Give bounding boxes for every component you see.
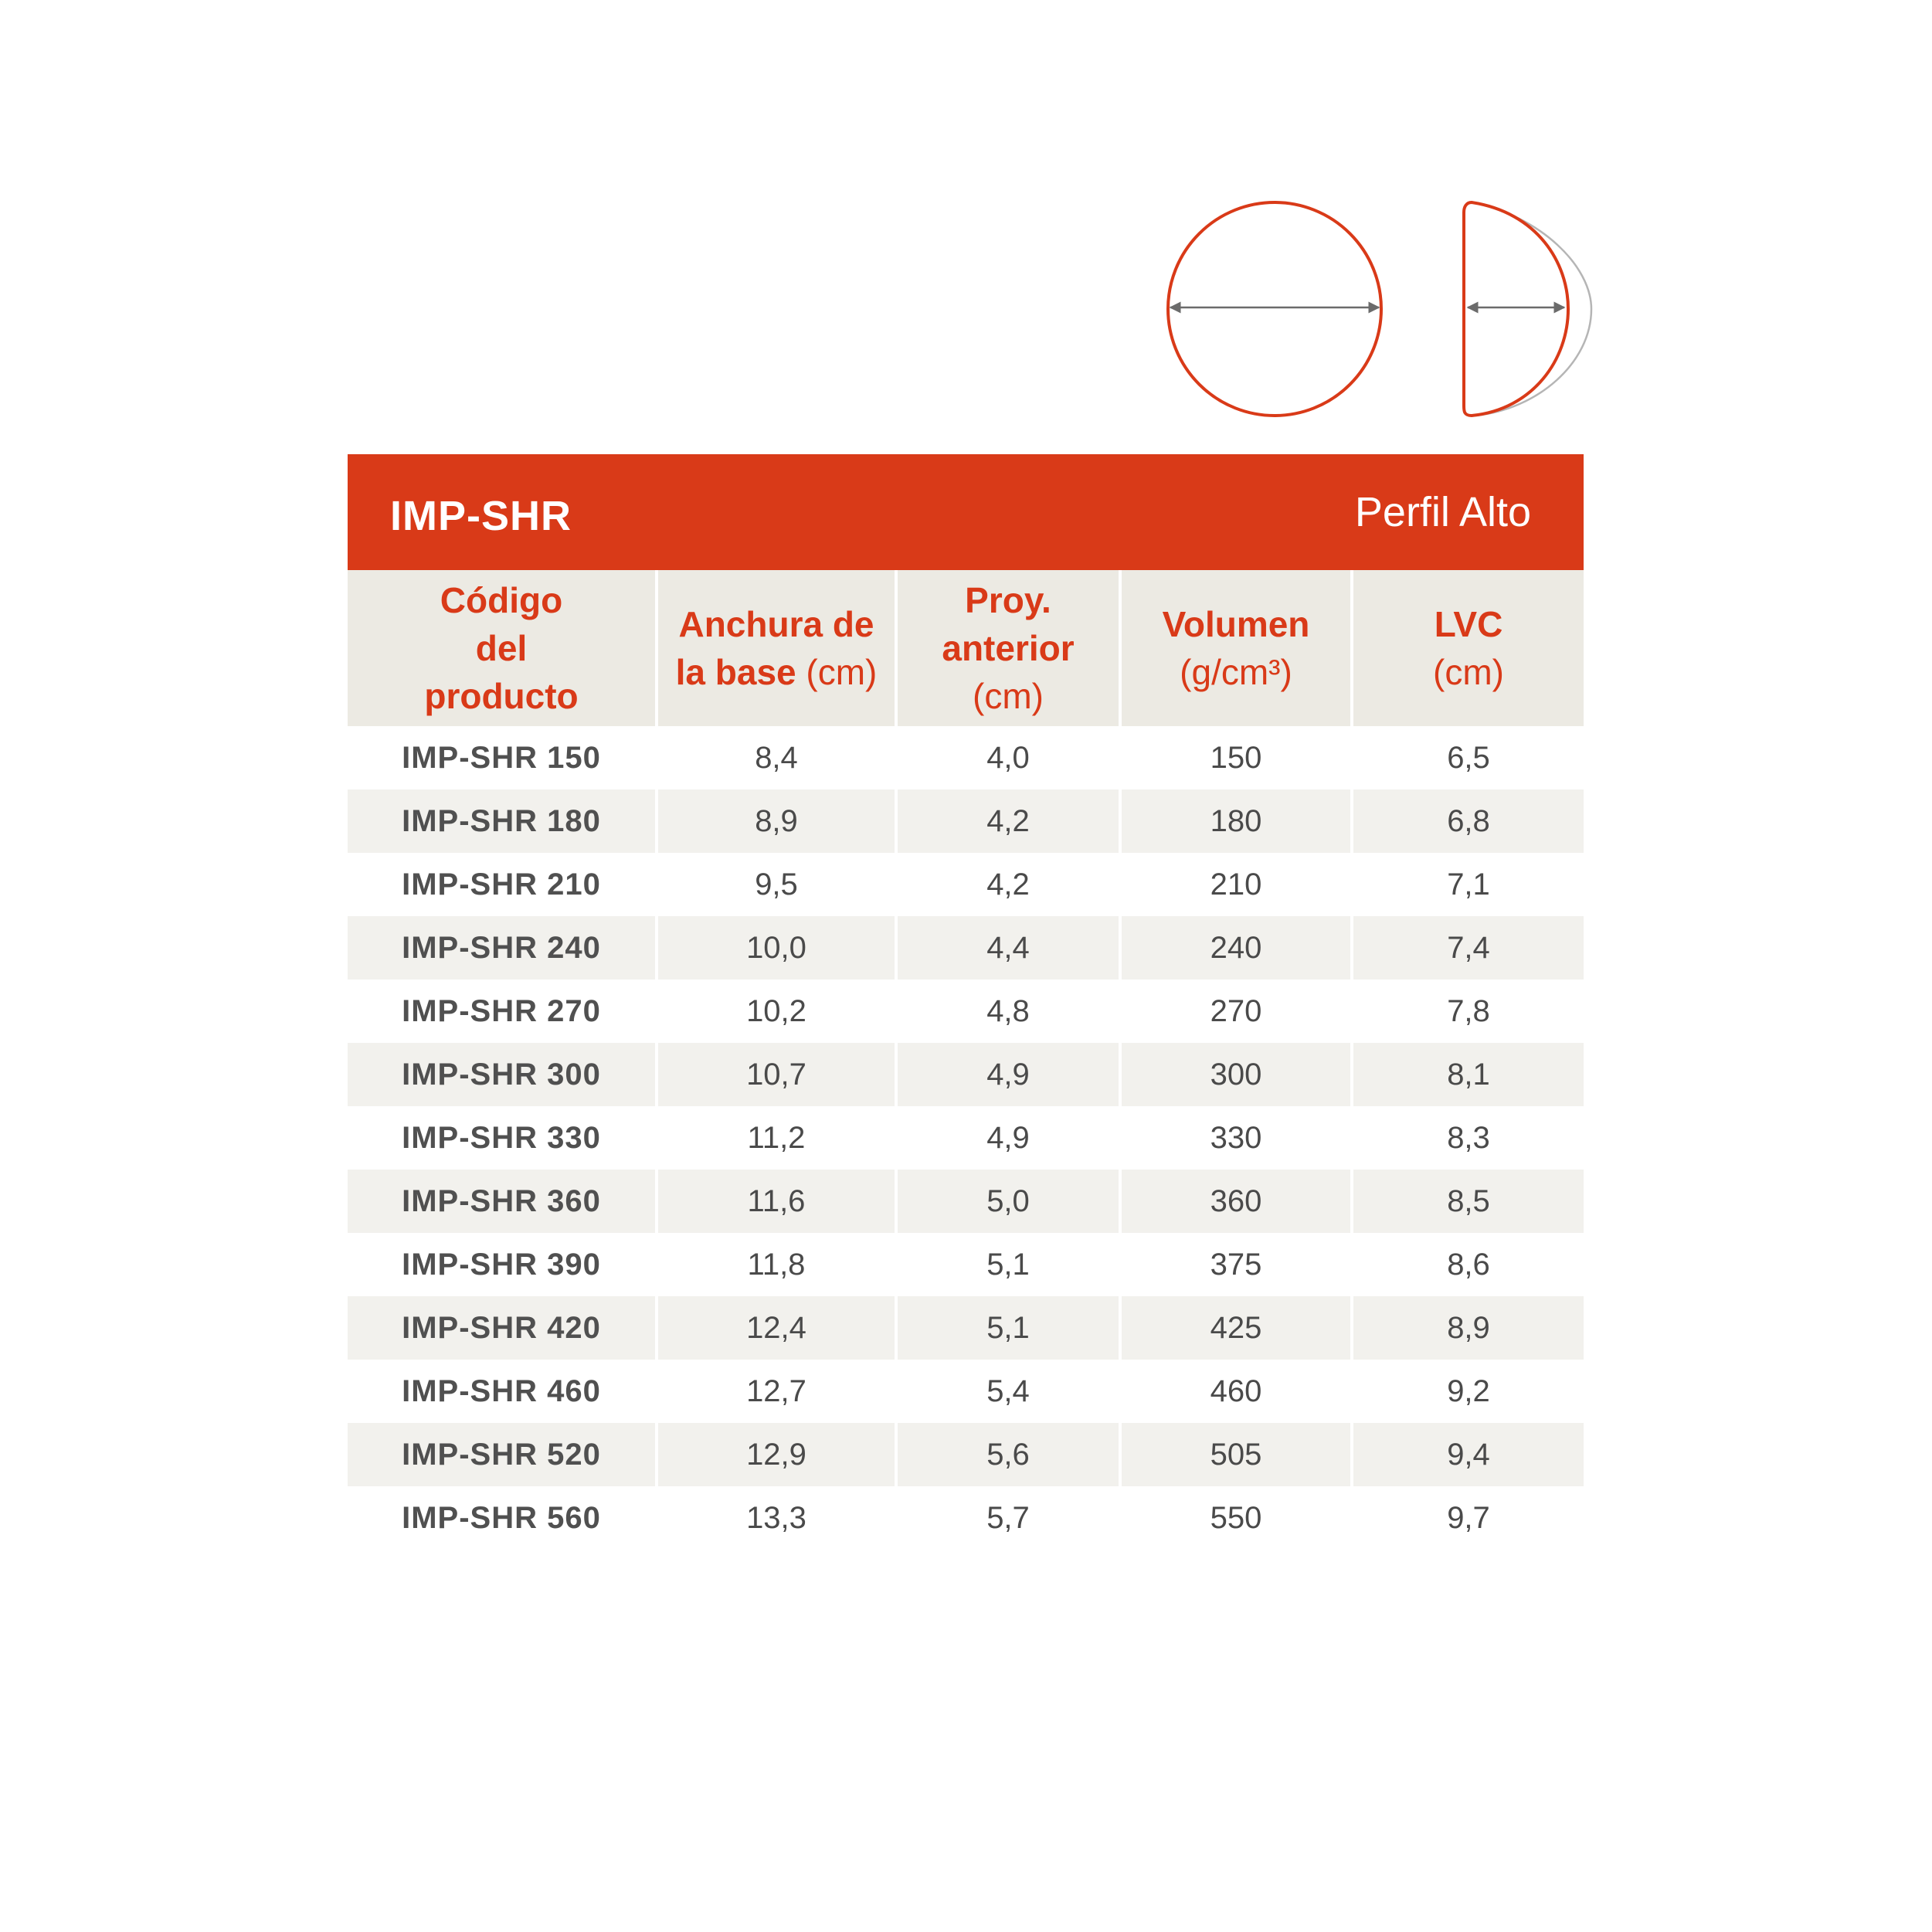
product-code-cell: IMP-SHR 210 xyxy=(348,853,657,916)
product-code-cell: IMP-SHR 420 xyxy=(348,1296,657,1360)
projection-cell: 5,1 xyxy=(896,1296,1120,1360)
projection-cell: 4,9 xyxy=(896,1106,1120,1170)
projection-cell: 4,2 xyxy=(896,789,1120,853)
lvc-cell: 8,6 xyxy=(1352,1233,1584,1296)
product-code-cell: IMP-SHR 240 xyxy=(348,916,657,980)
table-row xyxy=(348,1296,1584,1360)
col-header-label: Proy. anterior xyxy=(942,580,1075,668)
table-row xyxy=(348,980,1584,1043)
product-code-title: IMP-SHR xyxy=(390,493,572,539)
lvc-cell: 8,3 xyxy=(1352,1106,1584,1170)
base-width-cell: 10,2 xyxy=(657,980,896,1043)
base-width-cell: 10,0 xyxy=(657,916,896,980)
lvc-cell: 8,5 xyxy=(1352,1170,1584,1233)
table-row xyxy=(348,726,1584,789)
projection-cell: 4,2 xyxy=(896,853,1120,916)
profile-title: Perfil Alto xyxy=(1354,489,1531,535)
volume-cell: 360 xyxy=(1120,1170,1352,1233)
table-row xyxy=(348,1360,1584,1423)
col-header-unit: (cm) xyxy=(1433,652,1504,692)
col-header-width xyxy=(657,570,896,726)
lvc-cell: 7,4 xyxy=(1352,916,1584,980)
product-code-cell: IMP-SHR 330 xyxy=(348,1106,657,1170)
base-width-cell: 12,4 xyxy=(657,1296,896,1360)
col-header-projection xyxy=(896,570,1120,726)
table-row xyxy=(348,789,1584,853)
volume-cell: 180 xyxy=(1120,789,1352,853)
projection-cell: 4,9 xyxy=(896,1043,1120,1106)
base-width-cell: 11,2 xyxy=(657,1106,896,1170)
volume-cell: 460 xyxy=(1120,1360,1352,1423)
table-header-row xyxy=(348,570,1584,726)
table-row xyxy=(348,1170,1584,1233)
volume-cell: 240 xyxy=(1120,916,1352,980)
base-width-cell: 10,7 xyxy=(657,1043,896,1106)
volume-cell: 270 xyxy=(1120,980,1352,1043)
specs-table xyxy=(348,570,1584,1550)
col-header-lvc xyxy=(1352,570,1584,726)
base-width-cell: 8,4 xyxy=(657,726,896,789)
base-width-cell: 12,7 xyxy=(657,1360,896,1423)
base-width-cell: 11,6 xyxy=(657,1170,896,1233)
implant-side-view-icon xyxy=(1464,202,1591,416)
volume-cell: 150 xyxy=(1120,726,1352,789)
product-code-cell: IMP-SHR 460 xyxy=(348,1360,657,1423)
product-code-cell: IMP-SHR 150 xyxy=(348,726,657,789)
table-row xyxy=(348,1486,1584,1550)
volume-cell: 425 xyxy=(1120,1296,1352,1360)
lvc-cell: 9,2 xyxy=(1352,1360,1584,1423)
projection-cell: 4,4 xyxy=(896,916,1120,980)
volume-cell: 505 xyxy=(1120,1423,1352,1486)
col-header-label: Volumen xyxy=(1162,604,1310,644)
implant-diagrams xyxy=(0,0,1932,463)
table-row xyxy=(348,1106,1584,1170)
table-row xyxy=(348,1423,1584,1486)
volume-cell: 375 xyxy=(1120,1233,1352,1296)
lvc-cell: 8,1 xyxy=(1352,1043,1584,1106)
col-header-volume xyxy=(1120,570,1352,726)
base-width-cell: 13,3 xyxy=(657,1486,896,1550)
lvc-cell: 7,1 xyxy=(1352,853,1584,916)
lvc-cell: 7,8 xyxy=(1352,980,1584,1043)
projection-cell: 5,4 xyxy=(896,1360,1120,1423)
lvc-cell: 6,8 xyxy=(1352,789,1584,853)
base-width-cell: 8,9 xyxy=(657,789,896,853)
product-code-cell: IMP-SHR 360 xyxy=(348,1170,657,1233)
projection-cell: 5,0 xyxy=(896,1170,1120,1233)
volume-cell: 210 xyxy=(1120,853,1352,916)
col-header-unit: (cm) xyxy=(806,652,878,692)
volume-cell: 550 xyxy=(1120,1486,1352,1550)
lvc-cell: 9,4 xyxy=(1352,1423,1584,1486)
table-row xyxy=(348,1233,1584,1296)
implant-front-view-icon xyxy=(1168,202,1381,416)
product-table xyxy=(348,454,1584,1550)
product-code-cell: IMP-SHR 520 xyxy=(348,1423,657,1486)
col-header-code xyxy=(348,570,657,726)
volume-cell: 300 xyxy=(1120,1043,1352,1106)
lvc-cell: 9,7 xyxy=(1352,1486,1584,1550)
table-row xyxy=(348,916,1584,980)
base-width-cell: 12,9 xyxy=(657,1423,896,1486)
table-body xyxy=(348,726,1584,1550)
product-code-cell: IMP-SHR 270 xyxy=(348,980,657,1043)
lvc-cell: 8,9 xyxy=(1352,1296,1584,1360)
volume-cell: 330 xyxy=(1120,1106,1352,1170)
col-header-label: LVC xyxy=(1434,604,1503,644)
table-title-bar xyxy=(348,454,1584,570)
col-header-label: Anchura de la base xyxy=(675,604,874,692)
col-header-unit: (cm) xyxy=(973,676,1044,716)
projection-cell: 4,8 xyxy=(896,980,1120,1043)
base-width-cell: 11,8 xyxy=(657,1233,896,1296)
col-header-label: Código del producto xyxy=(424,580,579,716)
projection-cell: 4,0 xyxy=(896,726,1120,789)
product-code-cell: IMP-SHR 180 xyxy=(348,789,657,853)
projection-cell: 5,1 xyxy=(896,1233,1120,1296)
product-code-cell: IMP-SHR 390 xyxy=(348,1233,657,1296)
base-width-cell: 9,5 xyxy=(657,853,896,916)
projection-cell: 5,7 xyxy=(896,1486,1120,1550)
table-row xyxy=(348,853,1584,916)
product-code-cell: IMP-SHR 560 xyxy=(348,1486,657,1550)
col-header-unit: (g/cm³) xyxy=(1180,652,1292,692)
lvc-cell: 6,5 xyxy=(1352,726,1584,789)
projection-cell: 5,6 xyxy=(896,1423,1120,1486)
table-row xyxy=(348,1043,1584,1106)
product-code-cell: IMP-SHR 300 xyxy=(348,1043,657,1106)
